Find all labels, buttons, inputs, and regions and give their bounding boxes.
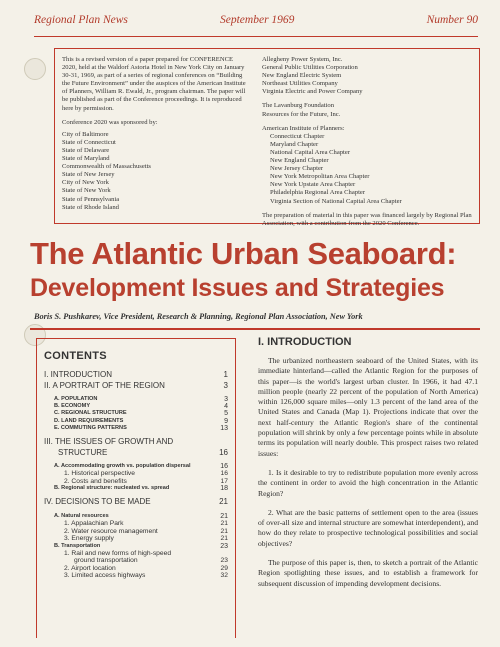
- toc-box-right: [235, 338, 236, 638]
- toc-label: A. Accommodating growth vs. population dispersal: [54, 463, 191, 470]
- sponsor-item: State of Rhode Island: [62, 203, 119, 211]
- toc-page: 3: [224, 396, 228, 403]
- toc-page: 29: [220, 564, 228, 572]
- body-paragraph: 2. What are the basic patterns of settlement open to the area (issues of over-all size and internal structure are somewhat interdependent), and how do they relate to prospective technological possibilities and social objectives?: [258, 507, 478, 548]
- toc-label: 3. Energy supply: [64, 535, 114, 543]
- intro-body: [258, 356, 478, 598]
- chapter-item: New Jersey Chapter: [270, 165, 324, 173]
- toc-row[interactable]: [44, 370, 228, 381]
- toc-page: 21: [220, 535, 228, 543]
- toc-label: 2. Airport location: [64, 564, 116, 572]
- toc-page: 1: [223, 370, 228, 379]
- chapter-list: [262, 133, 472, 206]
- punch-hole-top: [24, 58, 46, 80]
- toc-row[interactable]: [44, 543, 228, 550]
- toc-page: 3: [223, 380, 228, 390]
- sponsor-item: Northeast Utilities Company: [262, 80, 338, 88]
- body-paragraph: 1. Is it desirable to try to redistribute population more evenly across the continent in order to avoid the high concentration in the Atlantic Region?: [258, 467, 478, 498]
- toc-row[interactable]: [44, 425, 228, 432]
- notice-box-left: [54, 48, 55, 224]
- sponsor-item: Allegheny Power System, Inc.: [262, 56, 343, 63]
- main-subtitle: Development Issues and Strategies: [30, 274, 445, 302]
- toc-label: B. Regional structure: nucleated vs. spread: [54, 485, 170, 492]
- toc-page: 5: [224, 410, 228, 418]
- foundation-item: Resources for the Future, Inc.: [262, 110, 341, 118]
- toc-label: 2. Water resource management: [64, 527, 158, 535]
- toc-label: STRUCTURE: [58, 447, 108, 457]
- toc-label: ground transportation: [74, 557, 138, 565]
- toc-label: 1. Appalachian Park: [64, 520, 124, 528]
- toc-label: I. INTRODUCTION: [44, 370, 112, 379]
- toc-row[interactable]: [44, 396, 228, 403]
- toc-label: 2. Costs and benefits: [64, 477, 127, 485]
- toc-row[interactable]: [44, 528, 228, 536]
- toc-page: 16: [220, 470, 228, 478]
- toc-label: IV. DECISIONS TO BE MADE: [44, 497, 151, 507]
- notice-box-top: [54, 48, 480, 49]
- sponsor-item: General Public Utilities Corporation: [262, 64, 358, 72]
- toc-row[interactable]: [44, 470, 228, 478]
- toc-page: 16: [220, 463, 228, 471]
- sponsor-item: State of Delaware: [62, 146, 110, 154]
- sponsor-item: Virginia Electric and Power Company: [262, 88, 363, 96]
- toc-label: III. THE ISSUES OF GROWTH AND: [44, 437, 174, 447]
- toc-label: E. COMMUTING PATTERNS: [54, 424, 127, 431]
- toc-label: D. LAND REQUIREMENTS: [54, 417, 124, 424]
- toc-page: 21: [220, 527, 228, 535]
- sponsor-list-right: [262, 56, 472, 96]
- toc-row[interactable]: [44, 437, 228, 448]
- toc-page: 21: [220, 512, 228, 520]
- body-paragraph: The urbanized northeastern seaboard of the United States, with its immediate hinterland—called the Atlantic Region for the purposes of this paper—is the world's largest urban cluster. In 1966, it had 47.1 million people (nearly 22 percent of the population of North America) within 126,000 square miles—only 1.3 percent of the land area of the United States and Canada (Map 1). Projections indicate that over the next half-century the Atlantic Region's share of the continental population will shrink by only a few percentage points while in absolute terms its population will nearly double. This prospect raises two related issues:: [258, 356, 478, 458]
- toc-row[interactable]: [44, 403, 228, 410]
- toc-row[interactable]: [44, 497, 228, 508]
- body-paragraph: The purpose of this paper is, then, to sketch a portrait of the Atlantic Region spotlighting these issues, and to establish a framework for subsequent discussion of impending development decisions.: [258, 558, 478, 588]
- sponsor-item: State of Maryland: [62, 155, 110, 163]
- chapter-item: New York Upstate Area Chapter: [270, 181, 356, 189]
- chapter-item: National Capital Area Chapter: [270, 148, 351, 156]
- chapter-item: Philadelphia Regional Area Chapter: [270, 189, 366, 197]
- toc-label: 1. Historical perspective: [64, 470, 135, 478]
- chapter-item: Maryland Chapter: [270, 140, 319, 148]
- page-header: [34, 14, 478, 30]
- toc-page: 23: [220, 557, 228, 565]
- toc-label: A. POPULATION: [54, 396, 98, 402]
- toc-row[interactable]: [44, 572, 228, 580]
- notice-left-column: [62, 56, 246, 212]
- toc-title: CONTENTS: [44, 350, 107, 362]
- toc-label: 1. Rail and new forms of high-speed: [64, 549, 172, 557]
- toc-page: 21: [219, 497, 228, 507]
- toc-row[interactable]: [44, 418, 228, 425]
- sponsor-item: City of New York: [62, 179, 109, 187]
- toc-row[interactable]: [44, 535, 228, 543]
- toc-label: C. REGIONAL STRUCTURE: [54, 410, 127, 417]
- toc-page: 18: [220, 485, 228, 493]
- sponsor-item: State of Connecticut: [62, 138, 116, 146]
- sponsor-item: State of Pennsylvania: [62, 195, 120, 203]
- toc-box-top: [36, 338, 236, 339]
- financing-note: The preparation of material in this paper was financed largely by Regional Plan Association, with a contribution from the 2020 Conference.: [262, 211, 472, 227]
- notice-right-column: [262, 56, 472, 234]
- foundation-item: The Lavanburg Foundation: [262, 102, 335, 110]
- notice-box-right: [479, 48, 480, 224]
- chapter-item: Connecticut Chapter: [270, 132, 325, 140]
- toc-row[interactable]: [44, 410, 228, 417]
- sponsor-item: Commonwealth of Massachusetts: [62, 163, 152, 171]
- toc-page: 32: [220, 572, 228, 580]
- toc-row[interactable]: [44, 485, 228, 492]
- chapter-item: Virginia Section of National Capital Area Chapter: [270, 197, 402, 205]
- toc-page: 4: [224, 403, 228, 411]
- toc-row[interactable]: [44, 463, 228, 470]
- sponsor-item: New England Electric System: [262, 72, 342, 80]
- chapter-item: New York Metropolitan Area Chapter: [270, 173, 370, 181]
- sponsor-intro: Conference 2020 was sponsored by:: [62, 118, 158, 126]
- title-rule: [30, 328, 480, 330]
- toc-row[interactable]: [44, 448, 228, 459]
- toc-page: 23: [220, 542, 228, 550]
- notice-paragraph: This is a revised version of a paper prepared for CONFERENCE 2020, held at the Waldorf Astoria Hotel in New York City on January 30-31, 1969, as part of a series of regional conferences on “Building the Future Environment” under the auspices of the American Institute of Planners, William R. Ewald, Jr., program chairman. The paper will be published as part of the Conference proceedings. It is reproduced here by permission.: [62, 56, 246, 112]
- toc-row[interactable]: [44, 381, 228, 392]
- section-heading: I. INTRODUCTION: [258, 336, 352, 348]
- toc-page: 13: [220, 424, 228, 432]
- sponsor-list-left: [62, 131, 246, 212]
- sponsor-item: City of Baltimore: [62, 130, 109, 138]
- publication-name: Regional Plan News: [34, 14, 128, 26]
- sponsor-item: State of New Jersey: [62, 171, 115, 179]
- toc-page: 17: [220, 477, 228, 485]
- toc-label: A. Natural resources: [54, 512, 109, 519]
- toc-row[interactable]: [44, 565, 228, 573]
- foundation-list: [262, 102, 472, 118]
- toc-label: B. ECONOMY: [54, 403, 91, 410]
- chapter-item: New England Chapter: [270, 157, 329, 165]
- toc-page: 21: [220, 520, 228, 528]
- toc-label: 3. Limited access highways: [64, 572, 146, 580]
- toc-page: 9: [224, 417, 228, 425]
- header-rule: [34, 36, 478, 37]
- author-byline: Boris S. Pushkarev, Vice President, Research & Planning, Regional Plan Association, New York: [34, 312, 363, 321]
- table-of-contents: [44, 350, 228, 580]
- toc-page: 16: [219, 447, 228, 457]
- toc-row[interactable]: [44, 478, 228, 486]
- toc-label: II. A PORTRAIT OF THE REGION: [44, 380, 165, 390]
- toc-row[interactable]: [44, 520, 228, 528]
- issue-date: September 1969: [220, 14, 295, 26]
- toc-row[interactable]: [44, 550, 228, 558]
- toc-row[interactable]: [44, 557, 228, 565]
- issue-number: Number 90: [426, 14, 478, 26]
- aip-heading: American Institute of Planners:: [262, 124, 345, 132]
- sponsor-item: State of New York: [62, 187, 111, 195]
- toc-box-left: [36, 338, 37, 638]
- toc-row[interactable]: [44, 513, 228, 520]
- main-title: The Atlantic Urban Seaboard:: [30, 236, 457, 271]
- toc-label: B. Transportation: [54, 542, 101, 549]
